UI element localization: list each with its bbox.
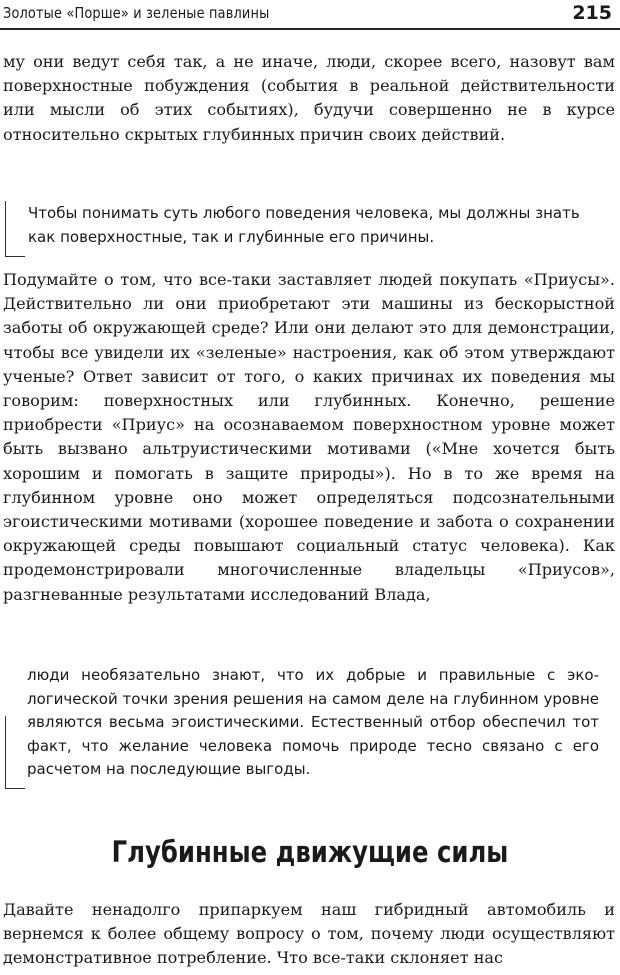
running-title: Золотые «Порше» и зеленые павлины [3,4,270,22]
callout-2-side-rule [5,716,6,788]
body-paragraph-3: Давайте ненадолго припаркуем наш гибридный автомобиль и вернемся к более общему вопросу о том, почему люди осуществляют демонстративное потребление. Что все-таки склоняет нас [3,900,615,968]
callout-1-side-rule [5,201,6,256]
header-rule [0,28,620,30]
page-number: 215 [572,2,612,24]
callout-1-foot-rule [5,256,25,257]
section-heading: Глубинные движущие силы [111,835,509,869]
callout-2-foot-rule [5,788,25,789]
callout-2-quote: люди необязательно знают, что их добрые и правильные с экологической точки зрения решения на самом деле на глубинном уровне являются весьма эгоистическими. Естественный отбор обеспечил тот факт, что желание человека помочь природе тесно связано с его расчетом на последующие выгоды. [27,666,599,778]
body-paragraph-1: му они ведут себя так, а не иначе, люди, скорее всего, назовут вам поверхностные побуждения (события в реальной действительности или мысли об этих событиях), будучи совершенно не в курсе относительно скрытых глубинных причин своих действий. [3,52,615,144]
page-header [0,0,620,30]
body-paragraph-2: Подумайте о том, что все-таки заставляет людей покупать «Приусы». Действительно ли они приобретают эти машины из бескорыстной заботы об окружающей среде? Или они делают это для демонстрации, чтобы все увидели их «зеленые» настроения, как об этом утверждают ученые? Ответ зависит от того, о каких причинах их поведения мы говорим: поверхностных или глубинных. Конечно, решение приобрести «Приус» на осознаваемом поверхностном уровне может быть вызвано альтруистическими мотивами («Мне хочется быть хорошим и помогать в защите природы»). Но в то же время на глубинном уровне оно может определяться подсознательными эгоистическими мотивами (хорошее поведение и забота о сохранении окружающей среды повышают социальный статус человека). Как продемонстрировали многочисленные владельцы «Приусов», разгневанные результатами исследований Влада, [3,270,615,604]
callout-1: Чтобы понимать суть любого поведения человека, мы должны знать как поверхностные, так и глубинные его причины. [28,204,580,246]
